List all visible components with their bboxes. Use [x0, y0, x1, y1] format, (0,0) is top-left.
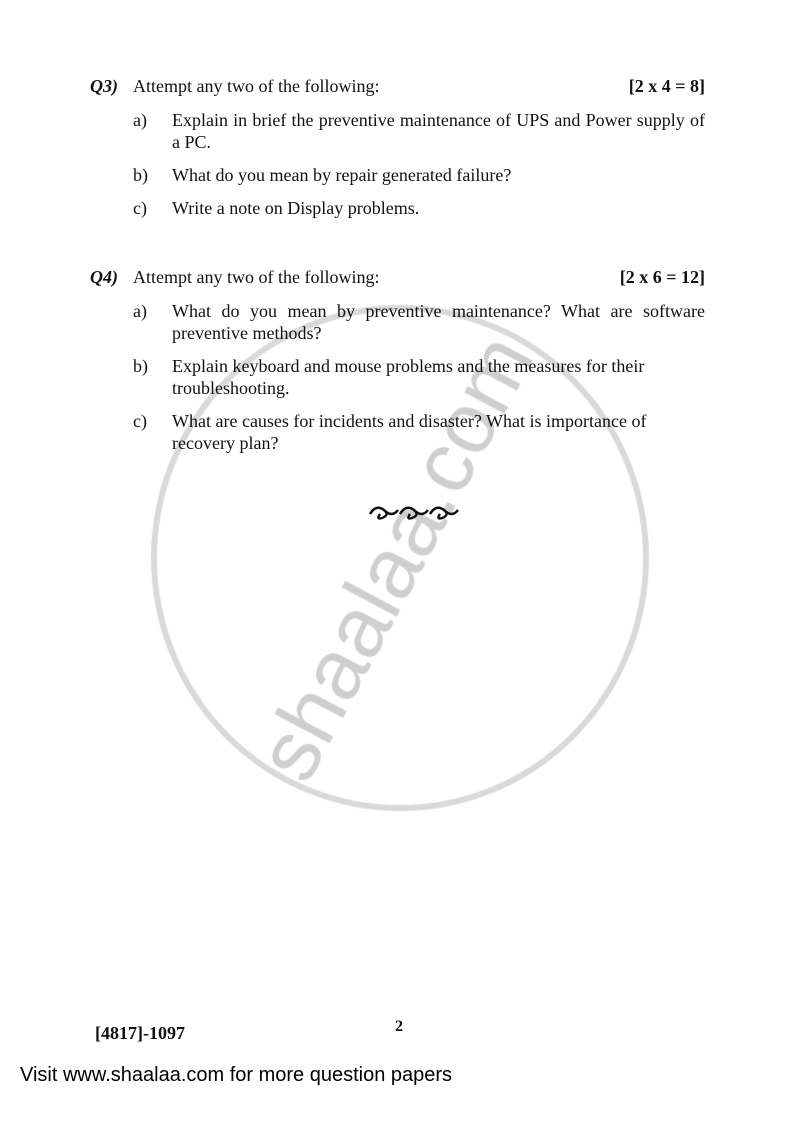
item-letter: a) [133, 301, 147, 321]
ornament-divider-icon [366, 500, 464, 524]
item-letter: b) [133, 165, 148, 185]
paper-code: [4817]-1097 [95, 1023, 185, 1043]
list-item [90, 164, 705, 186]
question-instruction: Attempt any two of the following: [133, 267, 380, 287]
list-item [90, 355, 705, 399]
question-4 [90, 266, 705, 454]
item-letter: c) [133, 198, 147, 218]
item-text: Write a note on Display problems. [172, 198, 420, 218]
page-number: 2 [395, 1018, 403, 1035]
question-3 [90, 75, 705, 219]
item-letter: a) [133, 110, 147, 130]
list-item [90, 197, 705, 219]
item-text: Explain in brief the preventive maintenance of UPS and Power supply of a PC. [172, 110, 705, 152]
question-instruction: Attempt any two of the following: [133, 76, 380, 96]
item-letter: b) [133, 356, 148, 376]
item-text: What do you mean by repair generated failure? [172, 165, 512, 185]
list-item [90, 300, 705, 344]
question-marks: [2 x 6 = 12] [619, 267, 705, 287]
item-letter: c) [133, 411, 147, 431]
item-text: Explain keyboard and mouse problems and the measures for their troubleshooting. [172, 356, 645, 398]
item-text: What are causes for incidents and disaster? What is importance of recovery plan? [172, 411, 647, 453]
question-number: Q4) [90, 267, 118, 287]
visit-banner: Visit www.shaalaa.com for more question papers [20, 1064, 453, 1086]
question-marks: [2 x 4 = 8] [628, 76, 705, 96]
question-number: Q3) [90, 76, 118, 96]
list-item [90, 109, 705, 153]
questions-list [90, 75, 705, 454]
list-item [90, 410, 705, 454]
item-text: What do you mean by preventive maintenance? What are software preventive methods? [172, 301, 705, 343]
